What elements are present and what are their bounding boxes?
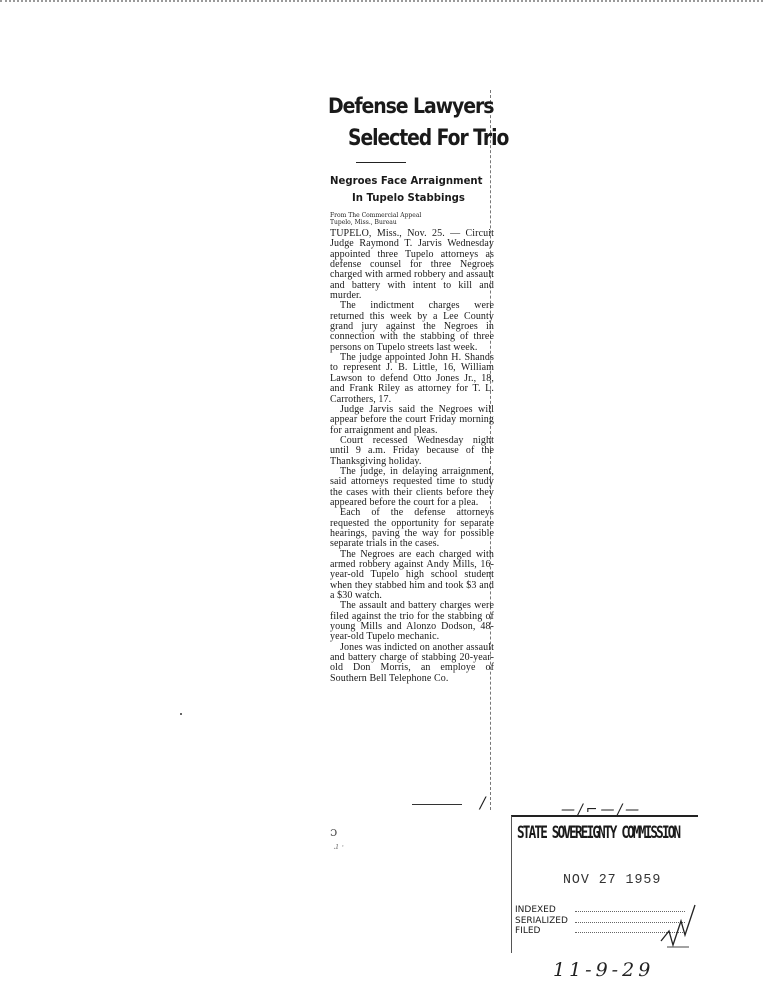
subheadline-line-1: Negroes Face Arraignment [330,174,483,187]
subheadline-line-2: In Tupelo Stabbings [352,191,465,204]
speck [180,713,182,715]
commission-stamp [511,802,699,953]
article-paragraph: Jones was indicted on another assault and battery charge of stabbing 20-year-old Don Morris, an employe of Southern Bell Telephone Co. [330,641,494,684]
newspaper-clipping [322,88,509,812]
source-credit: From The Commercial Appeal Tupelo, Miss., Bureau [330,212,422,226]
faint-mark: ɔ [330,825,338,840]
stamp-line-indexed: INDEXED [515,905,695,916]
article-paragraph: The indictment charges were returned this week by a Lee County grand jury against the Negroes in connection with the stabbing of three persons on Tupelo streets last week. [330,300,494,353]
headline-line-1: Defense Lawyers [328,94,494,118]
article-paragraph: The Negroes are each charged with armed robbery against Andy Mills, 16-year-old Tupelo high school student when they stabbed him and took $3 and a $30 watch. [330,548,494,602]
article-paragraph: Judge Jarvis said the Negroes will appear before the court Friday morning for arraignment and pleas. [330,403,494,436]
article-paragraph: The judge appointed John H. Shands to represent J. B. Little, 16, William Lawson to defend Otto Jones Jr., 18, and Frank Riley as attorney for T. L. Carrothers, 17. [330,352,494,405]
stamp-line-filed: FILED [515,926,695,937]
stamp-line-serialized: SERIALIZED [515,916,695,927]
stamp-title: STATE SOVEREIGNTY COMMISSION [517,823,680,843]
stamp-scrawl: —/⌐—/— [561,802,643,818]
headline-line-2: Selected For Trio [348,126,509,151]
headline-rule [356,162,406,163]
pen-mark: / [480,793,486,812]
article-paragraph: Each of the defense attorneys requested the opportunity for separate hearings, paving the way for possible separate trials in the cases. [330,507,494,550]
faint-scribble: ɹ · [334,842,345,852]
stamp-date: NOV 27 1959 [563,872,662,888]
page-top-edge [0,0,763,6]
article-paragraph: The assault and battery charges were filed against the trio for the stabbing of young Mills and Alonzo Dodson, 48-year-old Tupelo mechanic. [330,600,494,643]
article-paragraph: TUPELO, Miss., Nov. 25. — Circuit Judge Raymond T. Jarvis Wednesday appointed three Tupelo attorneys as defense counsel for three Negroes charged with armed robbery and assault and battery with intent to kill and murder. [330,228,494,302]
article-paragraph: Court recessed Wednesday night until 9 a.m. Friday because of the Thanksgiving holiday. [330,434,494,467]
article-end-rule [412,804,462,805]
article-paragraph: The judge, in delaying arraignment, said attorneys requested time to study the cases with their clients before they appeared before the court for a plea. [330,465,494,508]
checkmark-scribble [659,901,699,951]
article-body [330,229,494,684]
handwritten-number: 11-9-29 [553,959,655,981]
